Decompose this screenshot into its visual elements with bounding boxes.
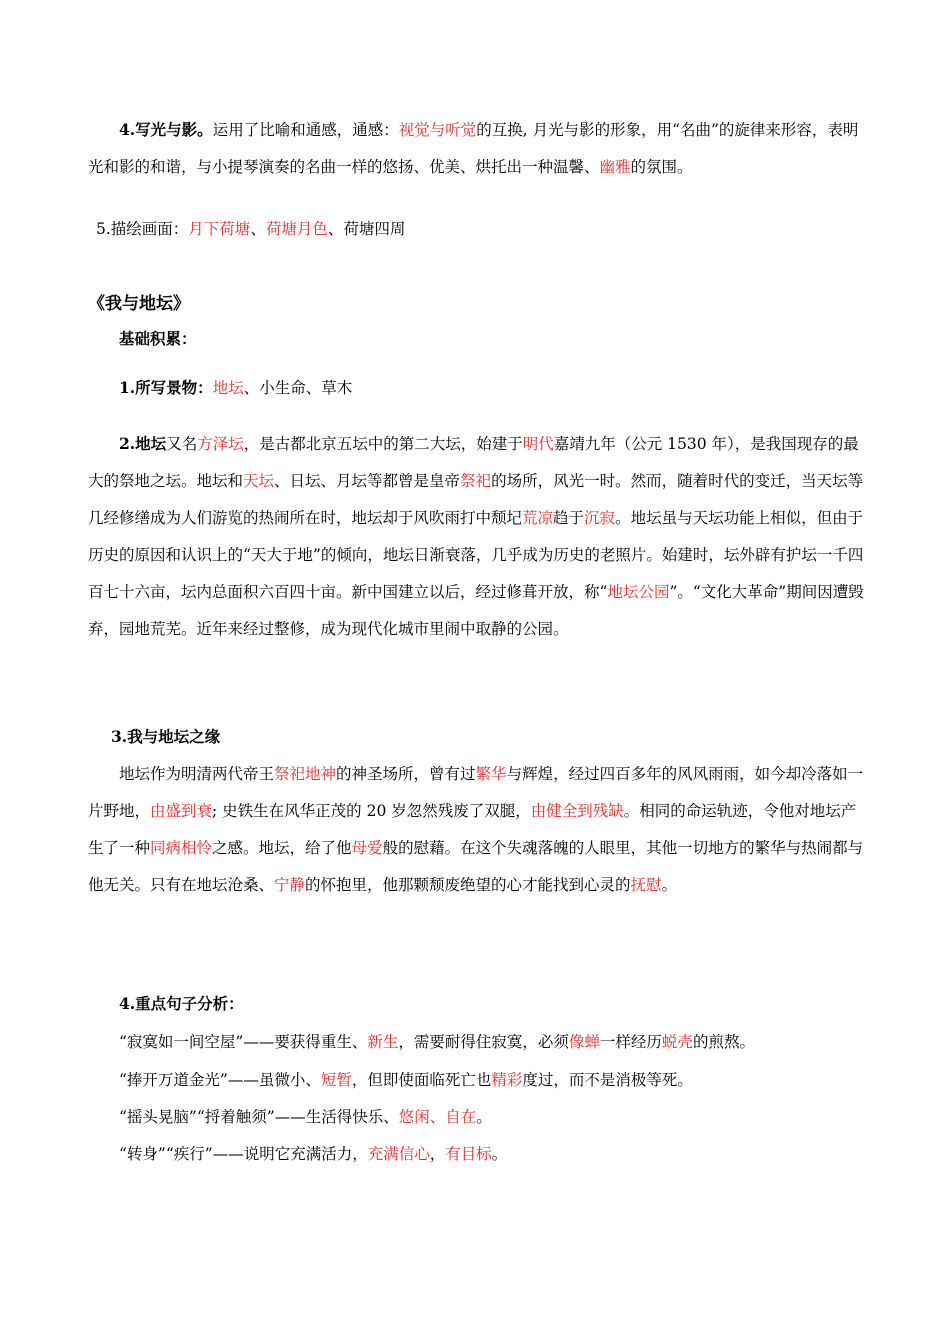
highlight: 充满信心 <box>367 1145 430 1163</box>
text: 与辉煌，经过四百多年的风风雨雨，如今却冷落如一片野地， <box>88 765 864 820</box>
highlight: 抚慰 <box>630 876 662 894</box>
paragraph-label: 2.地坛 <box>119 434 167 453</box>
text: 、小生命、草木 <box>243 379 353 397</box>
text: 。相同的命运轨迹，令他对地坛产生了一种 <box>88 802 857 857</box>
highlight: 明代 <box>522 435 554 453</box>
highlight: 精彩 <box>491 1071 523 1089</box>
highlight: 蜕壳 <box>661 1033 693 1051</box>
text: 。 <box>491 1145 508 1163</box>
paragraph-scenery <box>88 369 866 407</box>
text: 、日坛、月坛等都曾是皇帝 <box>274 472 461 490</box>
text: “寂寞如一间空屋”——要获得重生、 <box>119 1033 368 1051</box>
paragraph-fate <box>88 756 866 904</box>
paragraph-label: 5.描绘画面： <box>96 220 189 238</box>
paragraph-label: 4.写光与影。 <box>119 120 213 139</box>
text: 一样经历 <box>599 1033 662 1051</box>
text: 般的慰藉。在这个失魂落魄的人眼里，其他一切地方的繁华与热闹都与他无关。只有在地坛沧桑、 <box>88 839 864 894</box>
text: ， <box>429 1145 446 1163</box>
highlight: 天坛 <box>243 472 275 490</box>
highlight: 祭祀 <box>460 472 492 490</box>
text: ，需要耐得住寂寞，必须 <box>398 1033 569 1051</box>
text: “摇头晃脑”“捋着触须”——生活得快乐、 <box>119 1108 399 1126</box>
text: 的互换, 月光与影的形象，用“名曲”的旋律来形容，表明光和影的和谐，与小提琴演奏的名曲一样的悠扬、优美、烘托出一种温馨、 <box>88 121 859 176</box>
text: 地坛作为明清两代帝王 <box>119 765 275 783</box>
text: 的煎熬。 <box>692 1033 755 1051</box>
paragraph-heading-fate: 3.我与地坛之缘 <box>111 727 221 746</box>
highlight: 视觉与听觉 <box>398 121 477 139</box>
highlight: 短暂 <box>320 1071 352 1089</box>
highlight: 母爱 <box>351 839 383 857</box>
section-subtitle: 基础积累： <box>119 329 197 348</box>
paragraph-heading-sentences: 4.重点句子分析： <box>119 994 244 1013</box>
text: ，是古都北京五坛中的第二大坛，始建于 <box>243 435 523 453</box>
highlight: 荒凉 <box>522 509 554 527</box>
text: “捧开万道金光”——虽微小、 <box>119 1071 321 1089</box>
text: 。 <box>476 1108 492 1126</box>
text: 嘉靖九年（公元 1530 年），是我国现存的最大的祭地之坛。地坛和 <box>88 435 859 490</box>
text: ”。“文化大革命”期间因遭毁弃，园地荒芜。近年来经过整修，成为现代化城市里闹中取静的公园。 <box>88 583 864 638</box>
highlight: 由健全到残缺 <box>530 802 624 820</box>
highlight: 由盛到衰 <box>150 802 213 820</box>
highlight: 宁静 <box>274 876 306 894</box>
text: 的神圣场所，曾有过 <box>336 765 476 783</box>
sentence-analysis-line <box>119 1032 755 1052</box>
sentence-analysis-line <box>119 1107 492 1127</box>
highlight: 月下荷塘 <box>188 220 251 238</box>
paragraph-light-shadow <box>88 111 866 186</box>
highlight: 方泽坛 <box>197 435 244 453</box>
highlight: 祭祀地神 <box>274 765 337 783</box>
text: ; 史铁生在风华正茂的 20 岁忽然残废了双腿， <box>212 802 531 820</box>
highlight: 有目标 <box>445 1145 492 1163</box>
highlight: 沉寂 <box>584 509 616 527</box>
text: 的怀抱里，他那颗颓废绝望的心才能找到心灵的 <box>305 876 631 894</box>
highlight: 同病相怜 <box>150 839 213 857</box>
text: 的场所，风光一时。然而，随着时代的变迁，当天坛等几经修缮成为人们游览的热闹所在时，地坛却于风吹雨打中颓圮 <box>88 472 864 527</box>
text: 度过，而不是消极等死。 <box>522 1071 693 1089</box>
paragraph-scenes <box>96 211 874 248</box>
text: 、 <box>250 220 266 238</box>
highlight: 悠闲、自在 <box>398 1108 477 1126</box>
text: 、荷塘四周 <box>327 220 406 238</box>
highlight: 像蝉 <box>568 1033 600 1051</box>
text: 又名 <box>166 435 198 453</box>
text: 。地坛虽与天坛功能上相似，但由于历史的原因和认识上的“天大于地”的倾向，地坛日渐衰落，几乎成为历史的老照片。始建时，坛外辟有护坛一千四百七十六亩，坛内总面积六百四十亩。新中国建立以后，经过修葺开放，称“ <box>88 509 864 601</box>
highlight: 地坛 <box>212 379 244 397</box>
sentence-analysis-line <box>119 1144 507 1164</box>
highlight: 繁华 <box>475 765 507 783</box>
text: “转身”“疾行”——说明它充满活力， <box>119 1145 368 1163</box>
text: 的氛围。 <box>630 158 693 176</box>
highlight: 地坛公园 <box>607 583 670 601</box>
text: 运用了比喻和通感，通感： <box>212 121 399 139</box>
text: 之感。地坛，给了他 <box>212 839 352 857</box>
section-title: 《我与地坛》 <box>88 294 190 314</box>
text: 趋于 <box>553 509 585 527</box>
text: 。 <box>661 876 678 894</box>
highlight: 幽雅 <box>599 158 631 176</box>
text: ，但即使面临死亡也 <box>351 1071 492 1089</box>
highlight: 新生 <box>367 1033 399 1051</box>
paragraph-ditan-history <box>88 425 866 648</box>
sentence-analysis-line <box>119 1070 693 1090</box>
highlight: 荷塘月色 <box>265 220 328 238</box>
paragraph-label: 1.所写景物： <box>119 378 213 397</box>
